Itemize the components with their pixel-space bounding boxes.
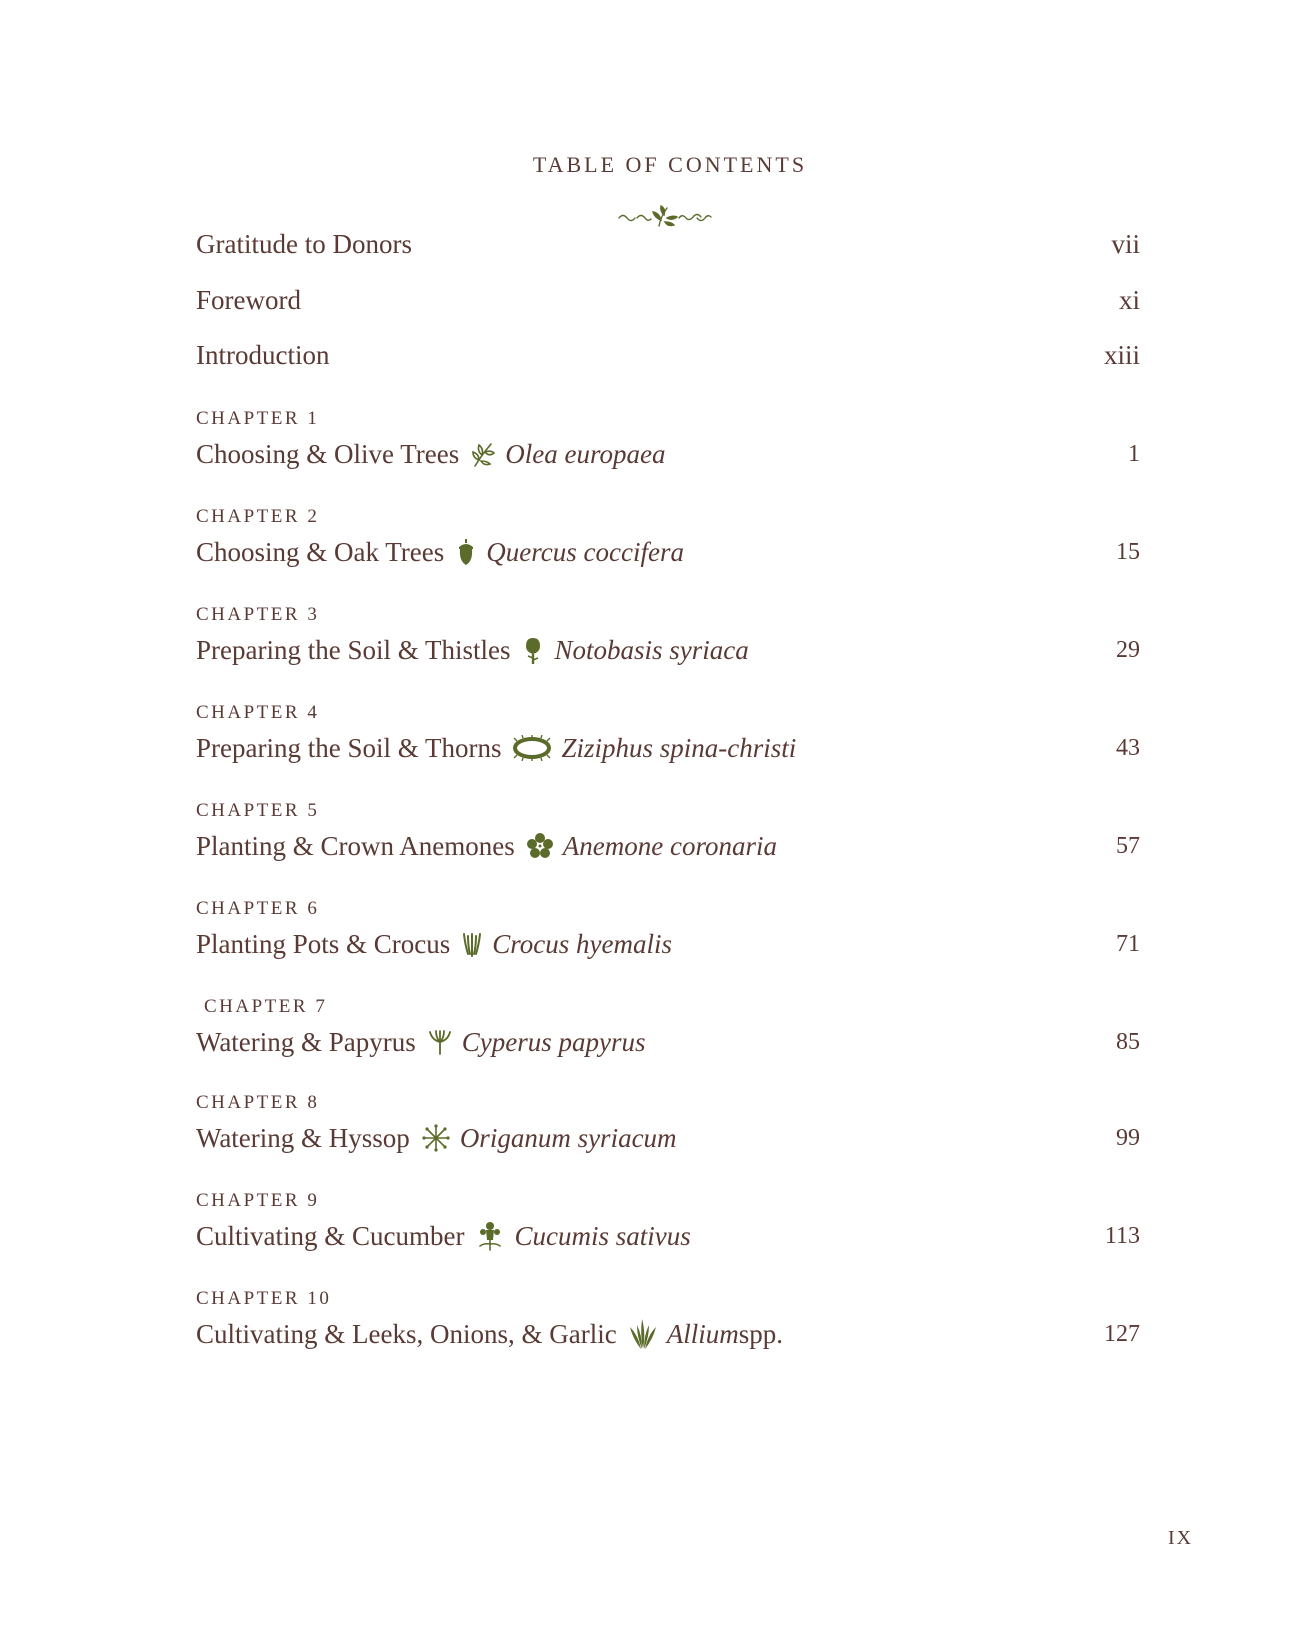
chapter-page-number: 99: [1116, 1125, 1140, 1151]
entry-title: Foreword: [196, 285, 301, 315]
chapter-title: Cultivating & Cucumber: [196, 1221, 465, 1251]
entry-page-number: xi: [1118, 285, 1140, 315]
chapter-page-number: 15: [1116, 539, 1140, 565]
chapter-label: CHAPTER 4: [196, 702, 320, 723]
chapter-label: CHAPTER 6: [196, 898, 320, 919]
thorn-crown-icon: [513, 735, 551, 761]
page-folio: IX: [1168, 1527, 1194, 1549]
latin-name: Ziziphus spina-christi: [561, 733, 797, 763]
toc-heading: TABLE OF CONTENTS: [532, 152, 808, 177]
chapter-title: Planting & Crown Anemones: [196, 831, 515, 861]
latin-name: Quercus coccifera: [486, 537, 684, 567]
latin-name: Allium: [666, 1319, 739, 1349]
chapter-label: CHAPTER 3: [196, 604, 320, 625]
entry-page-number: xiii: [1103, 340, 1140, 370]
thistle-icon: [522, 634, 544, 666]
entry-page-number: vii: [1111, 229, 1140, 259]
allium-icon: [629, 1317, 657, 1351]
entry-title: Gratitude to Donors: [196, 229, 412, 259]
latin-name: Origanum syriacum: [459, 1123, 677, 1153]
chapter-label: CHAPTER 5: [196, 800, 320, 821]
olive-branch-icon: [471, 440, 495, 468]
chapter-title: Planting Pots & Crocus: [196, 929, 451, 959]
chapter-label: CHAPTER 2: [196, 506, 320, 527]
crocus-icon: [462, 930, 482, 958]
chapter-title: Preparing the Soil & Thorns: [196, 733, 502, 763]
chapter-page-number: 113: [1104, 1223, 1140, 1249]
acorn-icon: [456, 537, 476, 567]
latin-name: Olea europaea: [505, 439, 666, 469]
latin-name: Notobasis syriaca: [554, 635, 749, 665]
chapter-label: CHAPTER 9: [196, 1190, 320, 1211]
chapter-page-number: 85: [1116, 1029, 1140, 1055]
chapter-title: Watering & Hyssop: [196, 1123, 410, 1153]
chapter-label: CHAPTER 10: [196, 1288, 332, 1309]
entry-title: Introduction: [196, 340, 330, 370]
latin-name: Cyperus papyrus: [461, 1027, 646, 1057]
papyrus-icon: [428, 1029, 452, 1055]
chapter-page-number: 127: [1104, 1321, 1140, 1347]
vine-ornament-icon: [615, 204, 715, 230]
chapter-page-number: 71: [1116, 931, 1140, 957]
chapter-title: Choosing & Olive Trees: [196, 439, 460, 469]
chapter-label: CHAPTER 1: [196, 408, 320, 429]
latin-name: Crocus hyemalis: [492, 929, 673, 959]
cucumber-flower-icon: [476, 1220, 504, 1252]
chapter-title: Choosing & Oak Trees: [196, 537, 445, 567]
chapter-title: Preparing the Soil & Thistles: [196, 635, 511, 665]
chapter-title: Cultivating & Leeks, Onions, & Garlic: [196, 1319, 617, 1349]
hyssop-icon: [422, 1124, 450, 1152]
chapter-page-number: 1: [1128, 441, 1140, 467]
latin-suffix: spp.: [738, 1319, 783, 1349]
latin-name: Cucumis sativus: [514, 1221, 691, 1251]
chapter-page-number: 29: [1116, 637, 1140, 663]
chapter-page-number: 43: [1116, 735, 1140, 761]
chapter-label: CHAPTER 7: [204, 996, 328, 1017]
chapter-title: Watering & Papyrus: [196, 1027, 416, 1057]
chapter-label: CHAPTER 8: [196, 1092, 320, 1113]
chapter-page-number: 57: [1116, 833, 1140, 859]
latin-name: Anemone coronaria: [562, 831, 777, 861]
anemone-flower-icon: [527, 833, 553, 859]
